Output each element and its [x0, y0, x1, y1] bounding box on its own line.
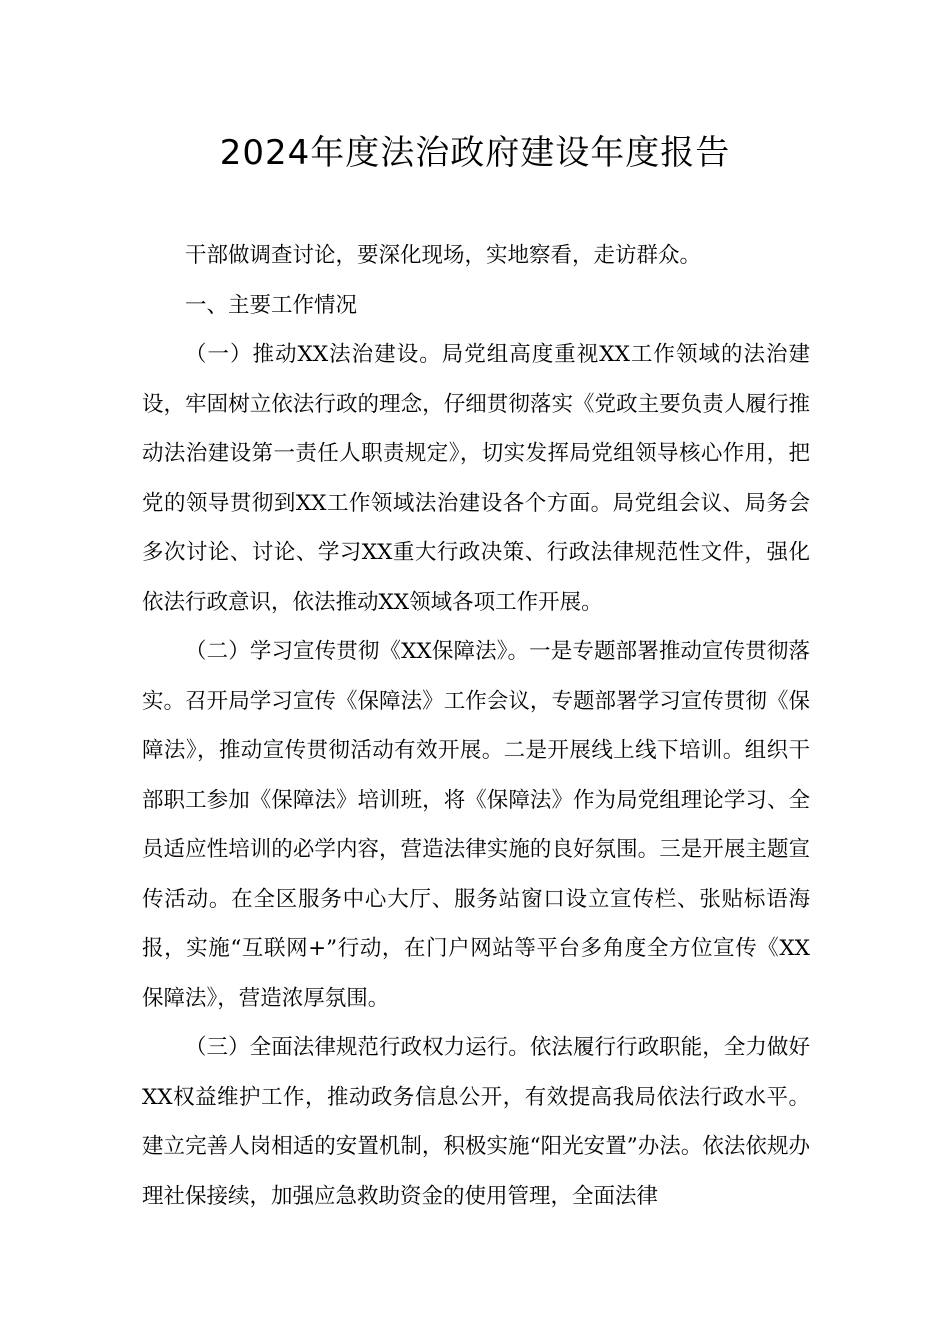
paragraph-item-1: （一）推动XX法治建设。局党组高度重视XX工作领域的法治建设，牢固树立依法行政的理念，仔细贯彻落实《党政主要负责人履行推动法治建设第一责任人职责规定》，切实发挥局党组领导核心作用，把党的领导贯彻到XX工作领域法治建设各个方面。局党组会议、局务会多次讨论、讨论、学习XX重大行政决策、行政法律规范性文件，强化依法行政意识，依法推动XX领域各项工作开展。	[142, 342, 810, 615]
document-body	[142, 231, 810, 1221]
paragraph-intro: 干部做调查讨论，要深化现场，实地察看，走访群众。	[185, 243, 702, 268]
paragraph-item-2: （二）学习宣传贯彻《XX保障法》。一是专题部署推动宣传贯彻落实。召开局学习宣传《保障法》工作会议，专题部署学习宣传贯彻《保障法》，推动宣传贯彻活动有效开展。二是开展线上线下培训。组织干部职工参加《保障法》培训班，将《保障法》作为局党组理论学习、全员适应性培训的必学内容，营造法律实施的良好氛围。三是开展主题宣传活动。在全区服务中心大厅、服务站窗口设立宣传栏、张贴标语海报，实施“互联网+”行动，在门户网站等平台多角度全方位宣传《XX保障法》，营造浓厚氛围。	[142, 639, 810, 1011]
document-title: 2024年度法治政府建设年度报告	[219, 133, 731, 173]
paragraph-item-3: （三）全面法律规范行政权力运行。依法履行行政职能，全力做好XX权益维护工作，推动政务信息公开，有效提高我局依法行政水平。建立完善人岗相适的安置机制，积极实施“阳光安置”办法。依法依规办理社保接续，加强应急救助资金的使用管理，全面法律	[142, 1035, 810, 1209]
section-heading: 一、主要工作情况	[185, 292, 358, 318]
